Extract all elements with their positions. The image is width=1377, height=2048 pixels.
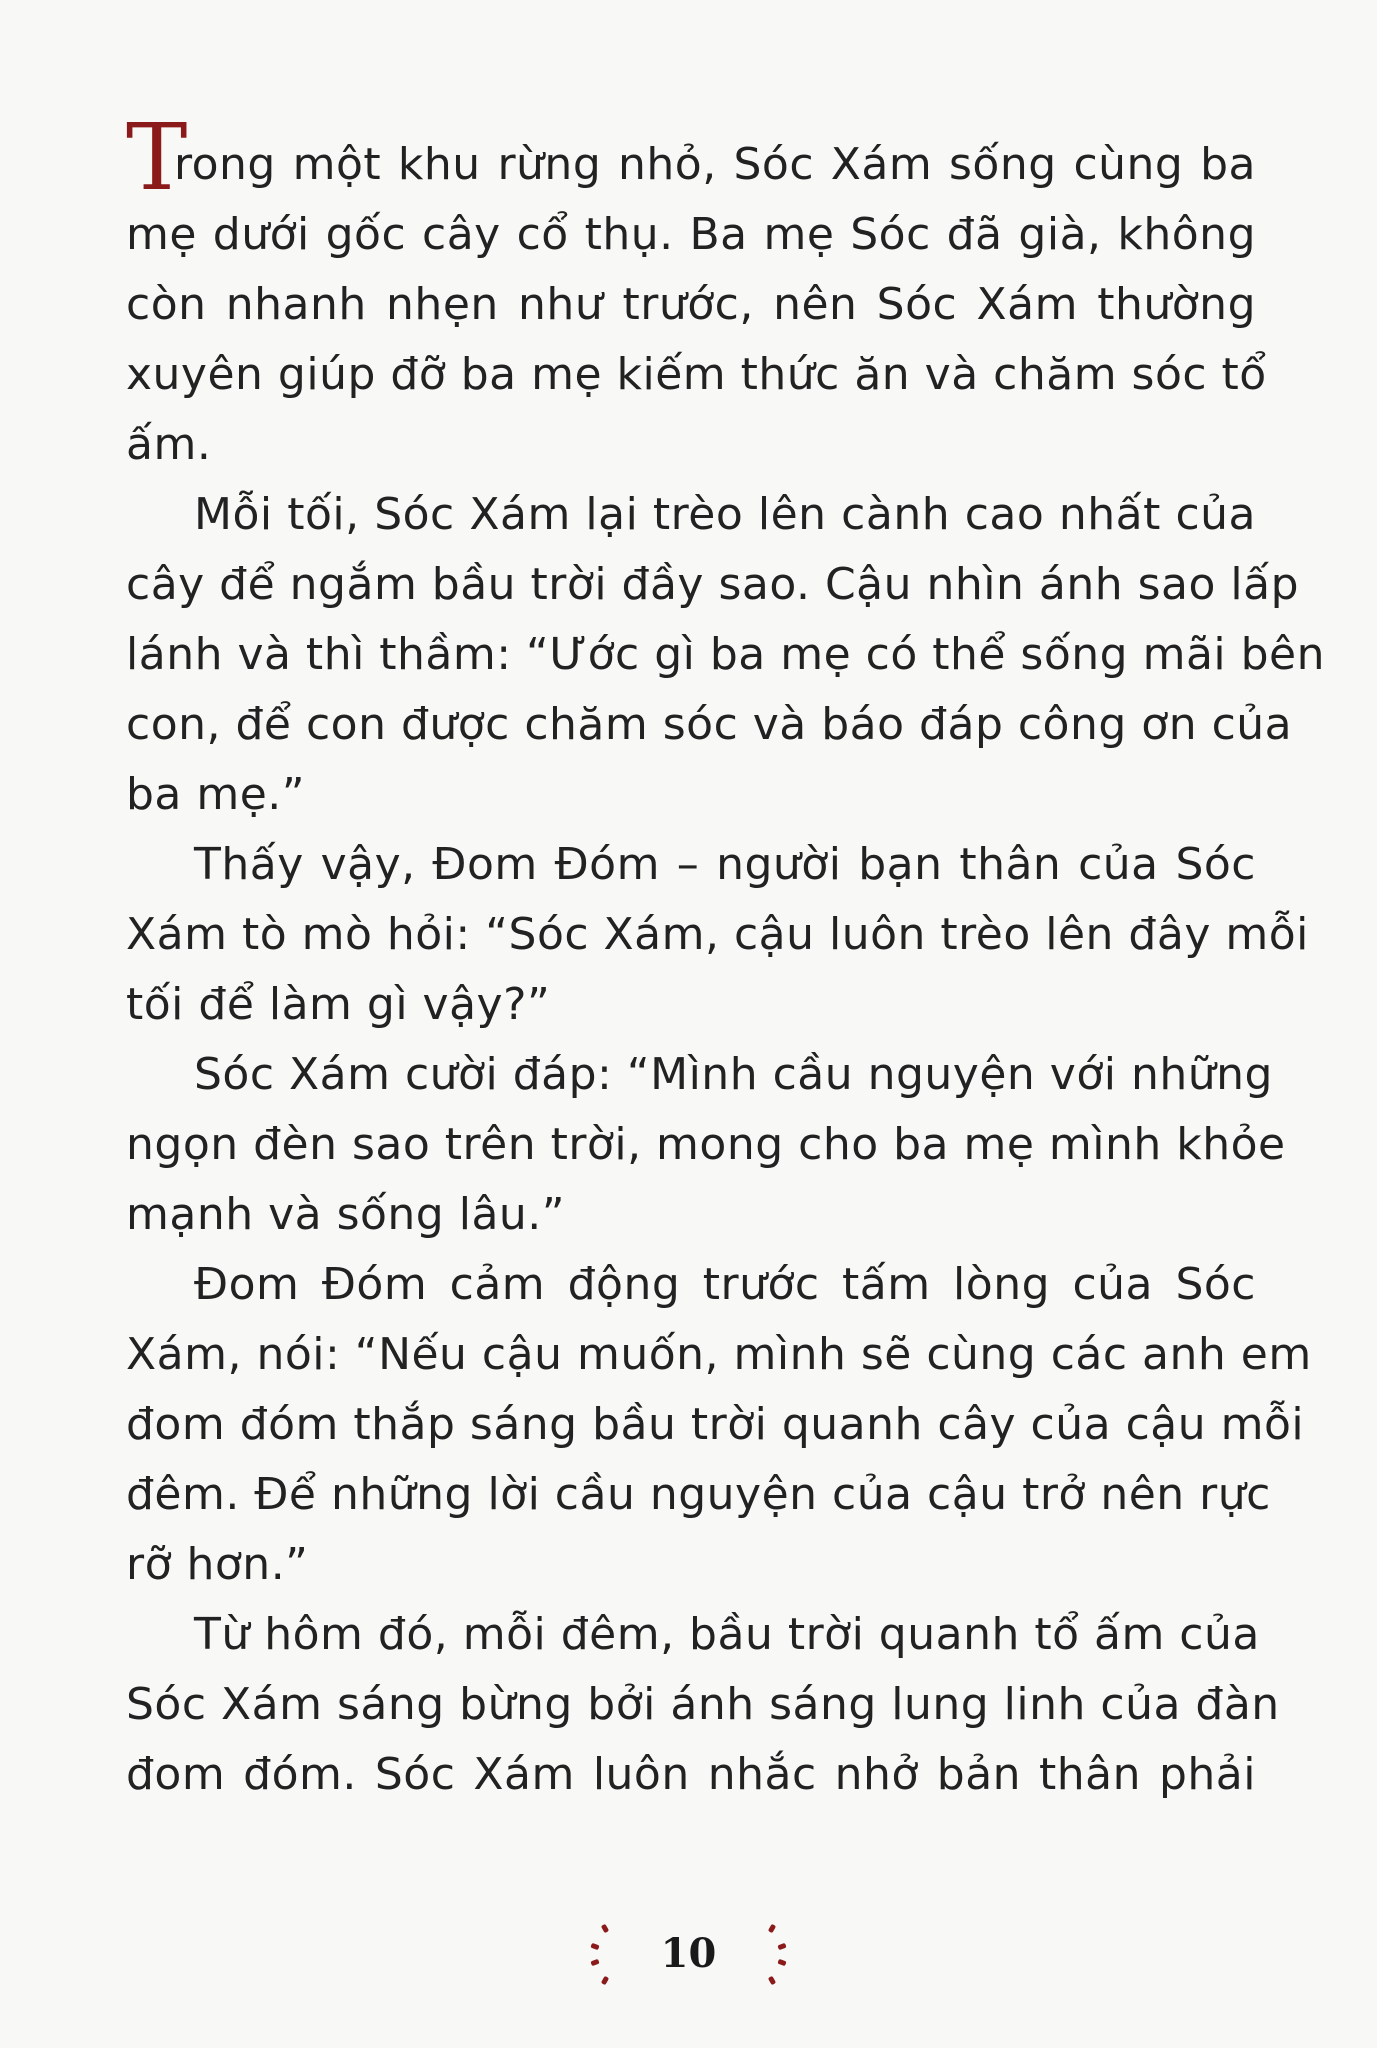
text-line: Mỗi tối, Sóc Xám lại trèo lên cành cao nhất của (194, 489, 1256, 540)
text-line: Sóc Xám sáng bừng bởi ánh sáng lung linh của đàn (126, 1679, 1280, 1730)
text-line: mẹ dưới gốc cây cổ thụ. Ba mẹ Sóc đã già, không (126, 209, 1256, 260)
text-line: xuyên giúp đỡ ba mẹ kiếm thức ăn và chăm sóc tổ (126, 349, 1267, 400)
paragraph-6 (126, 1600, 1280, 1810)
text-line: Từ hôm đó, mỗi đêm, bầu trời quanh tổ ấm của (194, 1609, 1260, 1660)
paragraph-1 (126, 104, 1267, 480)
text-line: đom đóm thắp sáng bầu trời quanh cây của cậu mỗi (126, 1399, 1305, 1450)
text-line: Xám tò mò hỏi: “Sóc Xám, cậu luôn trèo lên đây mỗi (126, 909, 1309, 960)
paragraph-3 (126, 830, 1309, 1040)
text-line: ba mẹ.” (126, 769, 306, 820)
text-line: đêm. Để những lời cầu nguyện của cậu trở nên rực (126, 1469, 1271, 1520)
text-line: Sóc Xám cười đáp: “Mình cầu nguyện với những (194, 1049, 1273, 1100)
paragraph-5 (126, 1250, 1312, 1600)
text-line: con, để con được chăm sóc và báo đáp công ơn của (126, 699, 1293, 750)
paragraph-2 (126, 480, 1325, 830)
text-line: ấm. (126, 419, 212, 470)
text-line: đom đóm. Sóc Xám luôn nhắc nhở bản thân phải (126, 1749, 1256, 1800)
page-number: 10 (660, 1929, 717, 1977)
text-line: lánh và thì thầm: “Ước gì ba mẹ có thể sống mãi bên (126, 629, 1325, 680)
paragraph-4 (126, 1040, 1286, 1250)
page-footer (0, 1918, 1377, 1988)
text-line: tối để làm gì vậy?” (126, 979, 551, 1030)
text-line: Xám, nói: “Nếu cậu muốn, mình sẽ cùng các anh em (126, 1329, 1312, 1380)
text-line: cây để ngắm bầu trời đầy sao. Cậu nhìn ánh sao lấp (126, 559, 1300, 610)
text-line: Đom Đóm cảm động trước tấm lòng của Sóc (194, 1259, 1256, 1310)
text-line: rỡ hơn.” (126, 1539, 309, 1590)
left-ornament-icon (587, 1918, 611, 1988)
text-line: mạnh và sống lâu.” (126, 1189, 566, 1240)
text-line: ngọn đèn sao trên trời, mong cho ba mẹ mình khỏe (126, 1119, 1286, 1170)
text-line: Thấy vậy, Đom Đóm – người bạn thân của Sóc (194, 839, 1256, 890)
body-text (126, 104, 1325, 1810)
text-line: còn nhanh nhẹn như trước, nên Sóc Xám thường (126, 279, 1256, 330)
text-line: T rong một khu rừng nhỏ, Sóc Xám sống cùng ba (126, 104, 1256, 211)
drop-cap: T (126, 104, 188, 211)
right-ornament-icon (766, 1918, 790, 1988)
